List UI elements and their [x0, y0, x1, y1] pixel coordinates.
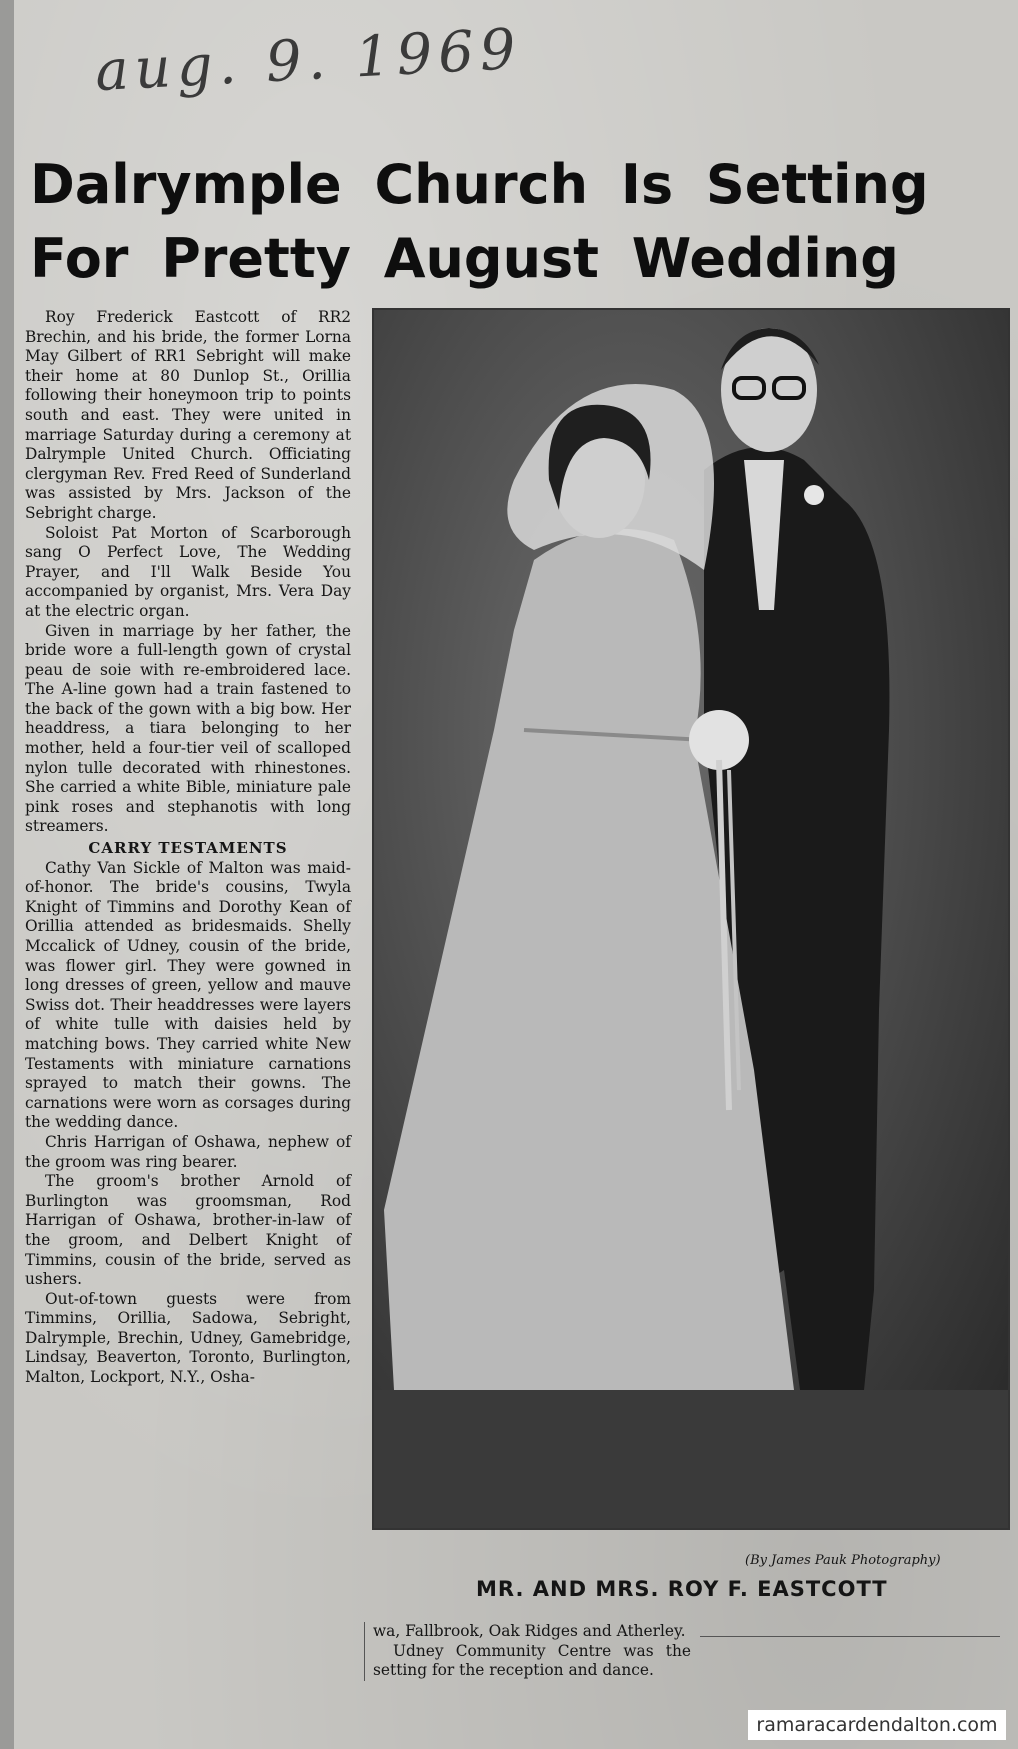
- article-continued-column: [364, 1622, 691, 1681]
- wedding-photo-illustration: [374, 310, 1008, 1528]
- column-rule: [700, 1636, 1000, 1637]
- article-final-paragraph: Udney Community Centre was the setting for the reception and dance.: [373, 1641, 691, 1680]
- handwritten-date: aug. 9. 1969: [93, 16, 524, 105]
- article-paragraph: Soloist Pat Morton of Scarborough sang O Perfect Love, The Wedding Prayer, and I'll Walk Beside You accompanied by organist, Mrs. Vera Day at the electric organ.: [25, 523, 351, 620]
- article-paragraph: Out-of-town guests were from Timmins, Orillia, Sadowa, Sebright, Dalrymple, Brechin, Udney, Gamebridge, Lindsay, Beaverton, Toronto, Burlington, Malton, Lockport, N.Y., Osha-: [25, 1289, 351, 1387]
- article-paragraph: Chris Harrigan of Oshawa, nephew of the groom was ring bearer.: [25, 1132, 351, 1171]
- article-paragraph: Cathy Van Sickle of Malton was maid-of-honor. The bride's cousins, Twyla Knight of Timmins and Dorothy Kean of Orillia attended as bridesmaids. Shelly Mccalick of Udney, cousin of the bride, was flower girl. They were gowned in long dresses of green, yellow and mauve Swiss dot. Their headdresses were layers of white tulle with daisies held by matching bows. They carried white New Testaments with miniature carnations sprayed to match their gowns. The carnations were worn as corsages during the wedding dance.: [25, 858, 351, 1132]
- headline: [30, 148, 930, 296]
- article-paragraph: The groom's brother Arnold of Burlington was groomsman, Rod Harrigan of Oshawa, brother-in-law of the groom, and Delbert Knight of Timmins, cousin of the bride, served as ushers.: [25, 1172, 351, 1289]
- wedding-photo: [372, 308, 1010, 1530]
- article-paragraph: Given in marriage by her father, the bride wore a full-length gown of crystal peau de soie with re-embroidered lace. The A-line gown had a train fastened to the back of the gown with a big bow. Her headdress, a tiara belonging to her mother, held a four-tier veil of scalloped nylon tulle decorated with rhinestones. She carried a white Bible, miniature pale pink roses and stephanotis with long streamers.: [25, 621, 351, 836]
- headline-line-1: Dalrymple Church Is Setting: [30, 153, 929, 216]
- section-subhead: CARRY TESTAMENTS: [88, 839, 288, 858]
- headline-line-2: For Pretty August Wedding: [30, 227, 899, 290]
- photo-credit: (By James Pauk Photography): [745, 1553, 941, 1568]
- article-continued-text: wa, Fallbrook, Oak Ridges and Atherley.: [373, 1622, 686, 1640]
- article-paragraph: Roy Frederick Eastcott of RR2 Brechin, and his bride, the former Lorna May Gilbert of RR1 Sebright will make their home at 80 Dunlop St., Orillia following their honeymoon trip to points south and east. They were united in marriage Saturday during a ceremony at Dalrymple United Church. Officiating clergyman Rev. Fred Reed of Sunderland was assisted by Mrs. Jackson of the Sebright charge.: [25, 308, 351, 522]
- article-column: [25, 308, 351, 1388]
- photo-caption: MR. AND MRS. ROY F. EASTCOTT: [476, 1577, 888, 1601]
- watermark: ramaracardendalton.com: [748, 1710, 1006, 1740]
